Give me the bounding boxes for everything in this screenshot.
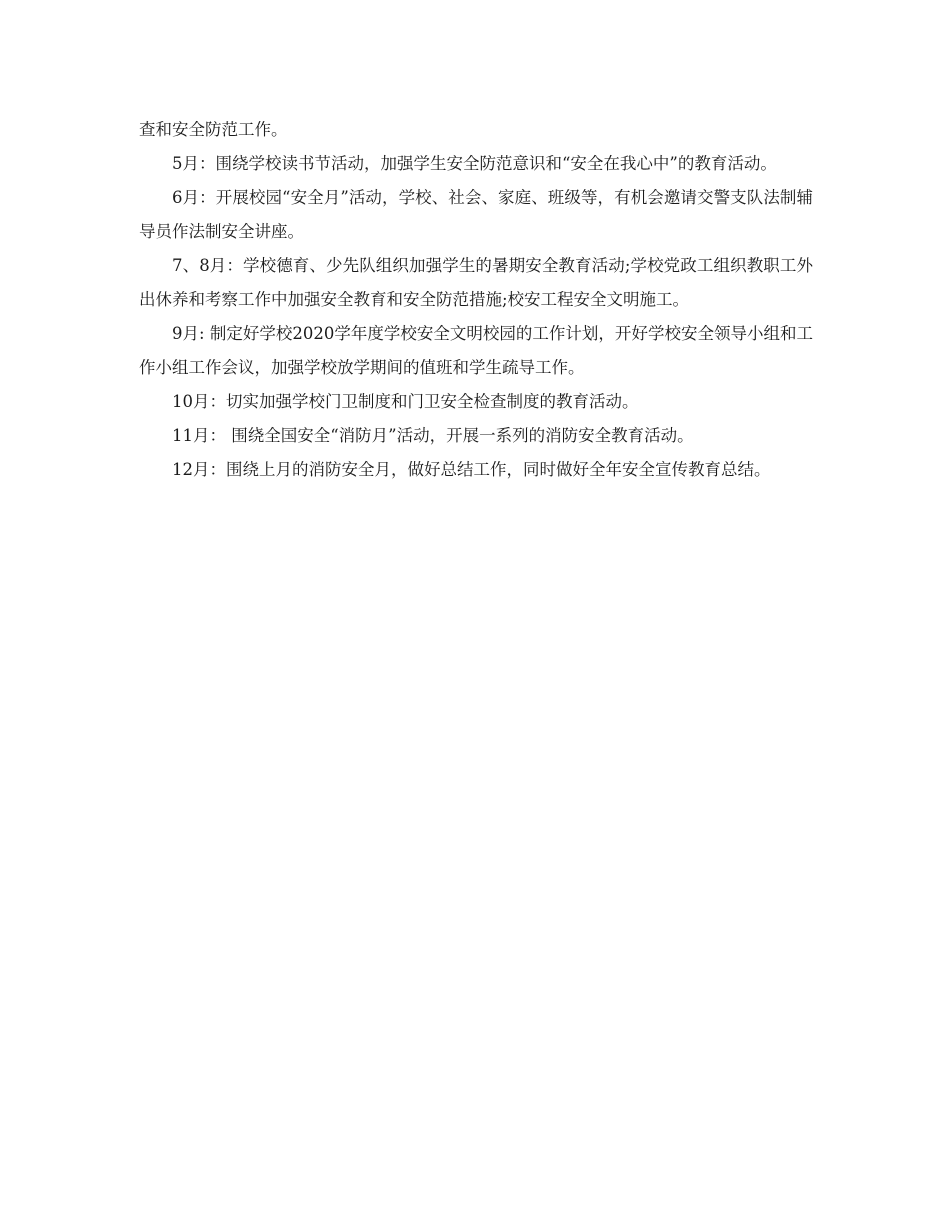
- paragraph-december: 12月：围绕上月的消防安全月，做好总结工作，同时做好全年安全宣传教育总结。: [172, 460, 771, 479]
- paragraph-september: 9月: 制定好学校2020学年度学校安全文明校园的工作计划，开好学校安全领导小组和工作小组工作会议，加强学校放学期间的值班和学生疏导工作。: [139, 324, 813, 377]
- paragraph-june: 6月：开展校园“安全月”活动，学校、社会、家庭、班级等，有机会邀请交警支队法制辅导员作法制安全讲座。: [139, 188, 813, 241]
- paragraph-continuation: 查和安全防范工作。: [139, 120, 288, 139]
- paragraph-november: 11月： 围绕全国安全“消防月”活动，开展一系列的消防安全教育活动。: [172, 426, 694, 445]
- paragraph-may: 5月：围绕学校读书节活动，加强学生安全防范意识和“安全在我心中”的教育活动。: [172, 154, 777, 173]
- document-body: [139, 113, 813, 487]
- paragraph-july-august: 7、8月：学校德育、少先队组织加强学生的暑期安全教育活动;学校党政工组织教职工外出休养和考察工作中加强安全教育和安全防范措施;校安工程安全文明施工。: [139, 256, 813, 309]
- paragraph-october: 10月：切实加强学校门卫制度和门卫安全检查制度的教育活动。: [172, 392, 639, 411]
